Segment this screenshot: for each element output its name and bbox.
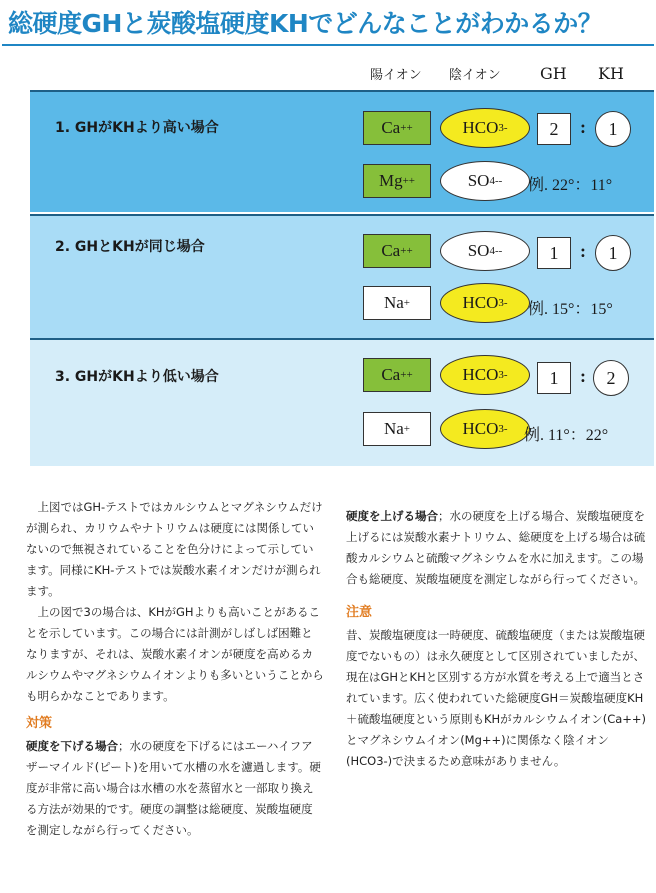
header-gh: GH: [540, 64, 567, 83]
cation-box: Na +: [363, 286, 431, 320]
anion-oval: HCO 3 -: [440, 283, 530, 323]
cation-box: Mg ++: [363, 164, 431, 198]
gh-ratio-box: 2: [537, 113, 571, 145]
paragraph: [346, 506, 648, 590]
case-panel-2: [30, 214, 654, 338]
ratio-colon: :: [580, 241, 586, 261]
ratio-colon: :: [580, 117, 586, 137]
kh-ratio-circle: 2: [593, 360, 629, 396]
cation-box: Ca ++: [363, 234, 431, 268]
paragraph: [26, 736, 324, 841]
section-heading: 注意: [346, 605, 373, 620]
anion-oval: HCO 3 -: [440, 409, 530, 449]
title-rule: [2, 44, 654, 46]
paragraph: 上図ではGH-テストではカルシウムとマグネシウムだけが測られ、カリウムやナトリウムは硬度には関係していないので無視されていることを色分けによって示しています。同様にKH-テストでは炭酸水素イオンだけが測られます。: [26, 500, 323, 598]
anion-oval: SO 4 --: [440, 161, 530, 201]
ratio-colon: :: [580, 366, 586, 386]
case-panel-3: [30, 338, 654, 466]
cation-box: Ca ++: [363, 111, 431, 145]
anion-oval: SO 4 --: [440, 231, 530, 271]
body-text: ；水の硬度を下げるにはエーハイフアザーマイルド(ピート)を用いて水槽の水を濾過します。硬度が非常に高い場合は水槽の水を蒸留水と一部取り換える方法が効果的です。硬度の調整は総硬度、炭酸塩硬度を測定しながら行ってください。: [26, 739, 321, 837]
example-values: 例. 15°：15°: [528, 301, 613, 318]
right-column: [346, 506, 648, 772]
subheading: 硬度を下げる場合: [26, 739, 118, 753]
cation-box: Ca ++: [363, 358, 431, 392]
page-title: 総硬度GHと炭酸塩硬度KHでどんなことがわかるか？: [8, 9, 603, 38]
header-kh: KH: [598, 64, 624, 83]
example-values: 例. 22°：11°: [528, 177, 613, 194]
gh-ratio-box: 1: [537, 237, 571, 269]
cation-box: Na +: [363, 412, 431, 446]
paragraph: 上の図で3の場合は、KHがGHよりも高いことがあることを示しています。この場合には計測がしばしば困難となりますが、それは、炭酸水素イオンが硬度を高めるカルシウムやマグネシウムイオンよりも多いということからも明らかなことであります。: [26, 605, 324, 703]
subheading: 硬度を上げる場合: [346, 509, 438, 523]
left-column: [26, 497, 324, 841]
paragraph: 昔、炭酸塩硬度は一時硬度、硫酸塩硬度（または炭酸塩硬度でないもの）は永久硬度として区別されていましたが、現在はGHとKHと区別する方が水質を考える上で適当とされています。広く使われていた総硬度GH＝炭酸塩硬度KH＋硫酸塩硬度という原則もKHがカルシウムイオン(Ca++)とマグネシウムイオン(Mg++)に関係なく陰イオン(HCO3-)で決まるため意味がありません。: [346, 628, 647, 768]
section-heading: 対策: [26, 716, 53, 731]
header-anion: 陰イオン: [449, 68, 501, 83]
body-text: ；水の硬度を上げる場合、炭酸塩硬度を上げるには炭酸水素ナトリウム、総硬度を上げる場合は硫酸カルシウムと硫酸マグネシウムを水に加えます。この場合も総硬度、炭酸塩硬度を測定しながら行ってください。: [346, 509, 646, 586]
case-label: 3. GHがKHより低い場合: [55, 369, 219, 385]
gh-ratio-box: 1: [537, 362, 571, 394]
kh-ratio-circle: 1: [595, 235, 631, 271]
case-label: 1. GHがKHより高い場合: [55, 120, 219, 136]
kh-ratio-circle: 1: [595, 111, 631, 147]
header-cation: 陽イオン: [370, 68, 422, 83]
case-label: 2. GHとKHが同じ場合: [55, 239, 205, 255]
example-values: 例. 11°：22°: [524, 427, 609, 444]
anion-oval: HCO 3 -: [440, 355, 530, 395]
anion-oval: HCO 3 -: [440, 108, 530, 148]
